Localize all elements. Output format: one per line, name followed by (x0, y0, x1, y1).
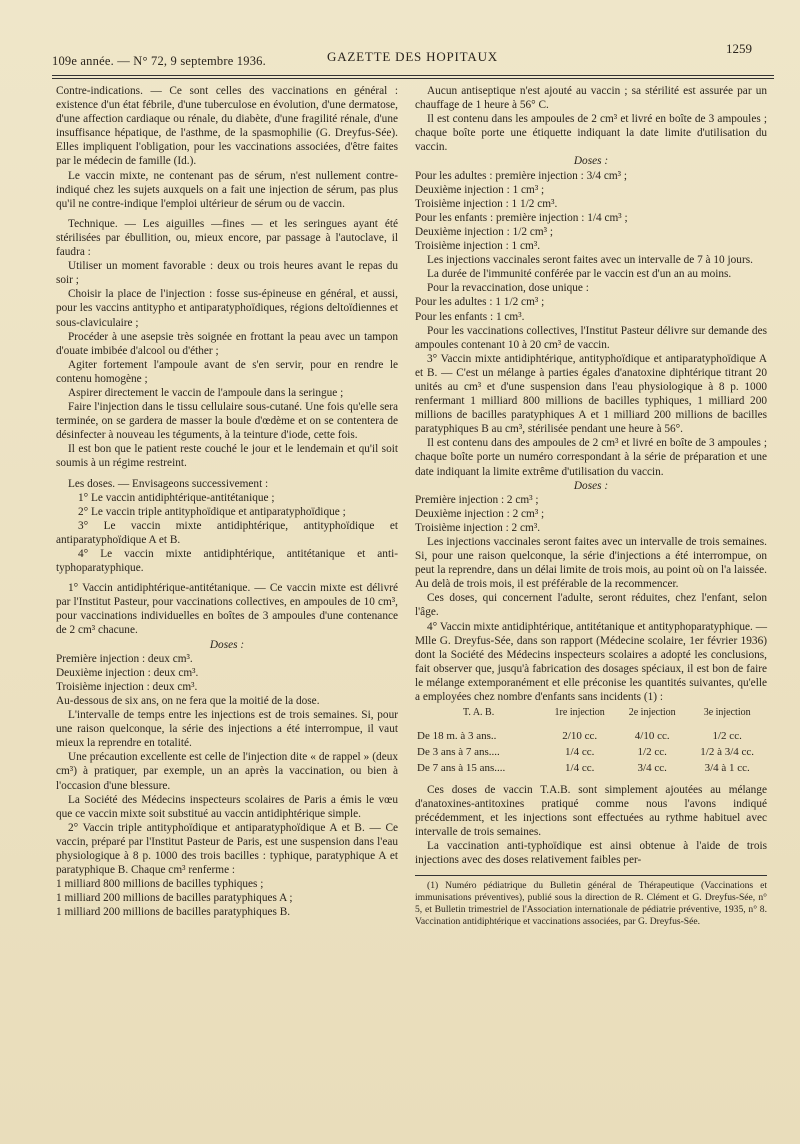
paragraph: Utiliser un moment favorable : deux ou trois heures avant le repas du soir ; (56, 260, 398, 287)
dose-line: Deuxième injection : 1 cm³ ; (415, 183, 545, 196)
table-cell: 3/4 cc. (637, 762, 667, 775)
table-row (415, 728, 767, 744)
paragraph: Les injections vaccinales seront faites avec un intervalle de 7 à 10 jours. (427, 254, 753, 267)
list-item: 1 milliard 200 millions de bacilles paratyphiques A ; (56, 892, 293, 905)
footnote-rule (415, 875, 767, 876)
list-item: 1 milliard 800 millions de bacilles typhiques ; (56, 878, 264, 891)
paragraph: Ces doses, qui concernent l'adulte, seront réduites, chez l'enfant, selon l'âge. (415, 592, 767, 619)
paragraph: 4° Vaccin mixte antidiphtérique, antitétanique et antityphoparatyphique. — Mlle G. Dreyfus-Sée, dans son rapport (Médecine scolaire, 1er février 1936) dont la Société des Médecins inspecteurs scolaires a adopté les conclusions, fait observer que, jusqu'à fabrication des dosages spéciaux, il est bon de faire le mélange extemporanément et elle préconise les quantités suivantes, qu'elle a employées chez nombre d'enfants sans incidents (1) : (415, 620, 767, 704)
dose-line: Troisième injection : 2 cm³. (415, 521, 541, 534)
dose-line: Deuxième injection : 1/2 cm³ ; (415, 225, 553, 238)
paragraph: Pour la revaccination, dose unique : (427, 282, 589, 295)
list-item: 1° Le vaccin antidiphtérique-antitétanique ; (78, 491, 275, 504)
table-cell: De 7 ans à 15 ans.... (417, 762, 506, 775)
paragraph: La vaccination anti-typhoïdique est ainsi obtenue à l'aide de trois injections avec des doses relativement faibles per- (415, 839, 767, 866)
dose-line: Pour les enfants : 1 cm³. (415, 310, 525, 323)
dose-table (415, 706, 767, 776)
doses-heading: Doses : (209, 638, 245, 651)
dose-line: Pour les enfants : première injection : 1/4 cm³ ; (415, 211, 628, 224)
left-column (56, 84, 398, 919)
dose-table-header-cell: T. A. B. (463, 707, 495, 719)
list-item: 2° Le vaccin triple antityphoïdique et antiparatyphoïdique ; (78, 505, 346, 518)
table-cell: 4/10 cc. (634, 730, 670, 743)
paragraph: L'intervalle de temps entre les injections est de trois semaines. Si, pour une raison quelconque, la série des injections a été interrompue, il vaut mieux la reprendre en totalité. (56, 709, 398, 750)
list-item: 1 milliard 200 millions de bacilles paratyphiques B. (56, 906, 291, 919)
dose-table-header-cell: 2e injection (628, 707, 676, 719)
paragraph: Choisir la place de l'injection : fosse sus-épineuse en général, et aussi, pour les vaccins antitypho et antiparatyphoïdiques, régions deltoïdiennes et sous-claviculaire ; (56, 288, 398, 329)
journal-title: GAZETTE DES HOPITAUX (327, 49, 498, 64)
paragraph: Pour les vaccinations collectives, l'Institut Pasteur délivre sur demande des ampoules contenant 10 à 20 cm³ de vaccin. (415, 324, 767, 351)
header-rule-double (52, 78, 774, 79)
dose-line: Deuxième injection : deux cm³. (56, 666, 199, 679)
dose-line: Troisième injection : deux cm³. (56, 680, 198, 693)
paragraph: Agiter fortement l'ampoule avant de s'en servir, pour en rendre le contenu homogène ; (56, 358, 398, 385)
paragraph: Ces doses de vaccin T.A.B. sont simplement ajoutées au mélange d'anatoxines-antitoxines pratiqué comme nous l'avons indiqué précédemment, et les injections sont effectuées au rythme habituel avec intervalle de trois semaines. (415, 783, 767, 838)
paragraph: 1° Vaccin antidiphtérique-antitétanique. — Ce vaccin mixte est délivré par l'Institut Pasteur, pour vaccinations collectives, en ampoules de 10 cm³, pour vaccinations individuelles en boîtes de 3 ampoules d'une contenance de 2 cm³ chacune. (56, 582, 398, 637)
table-row (415, 760, 767, 776)
right-column (415, 84, 767, 928)
table-cell: 3/4 à 1 cc. (704, 762, 750, 775)
footnote: (1) Numéro pédiatrique du Bulletin général de Thérapeutique (Vaccinations et immunisations préventives), publié sous la direction de R. Clément et G. Dreyfus-Sée, n° 5, et Bulletin trimestriel de l'Association internationale de pédiatrie préventive, 1935, n° 8. Vaccination antidiphtérique et vaccinations associées, par G. Dreyfus-Sée. (415, 880, 767, 928)
doses-heading: Doses : (573, 479, 609, 492)
table-cell: 1/2 à 3/4 cc. (700, 746, 755, 759)
table-cell: 1/4 cc. (565, 762, 595, 775)
list-item: 3° Le vaccin mixte antidiphtérique, antityphoïdique et antiparatyphoïdique A et B. (56, 519, 398, 546)
list-item: 4° Le vaccin mixte antidiphtérique, antitétanique et anti-typhoparatyphique. (56, 548, 398, 575)
table-cell: 2/10 cc. (562, 730, 598, 743)
paragraph-les-doses: Les doses. — Envisageons successivement : (68, 477, 269, 490)
doses-heading: Doses : (573, 155, 609, 168)
paragraph: Aucun antiseptique n'est ajouté au vaccin ; sa stérilité est assurée par un chauffage de 1 heure à 56° C. (415, 85, 767, 112)
paragraph: Il est contenu dans les ampoules de 2 cm³ et livré en boîte de 3 ampoules ; chaque boîte porte une étiquette indiquant la date limite d'utilisation du vaccin. (415, 113, 767, 154)
paragraph: La durée de l'immunité conférée par le vaccin est d'un an au moins. (427, 268, 732, 281)
paragraph: Le vaccin mixte, ne contenant pas de sérum, n'est nullement contre-indiqué chez les sujets auxquels on a fait une injection de sérum, pas plus qu'il ne contre-indique l'emploi ultérieur de sérum ou de vaccin. (56, 169, 398, 210)
paragraph: Au-dessous de six ans, on ne fera que la moitié de la dose. (56, 694, 320, 707)
page-number: 1259 (726, 41, 752, 56)
paragraph: 3° Vaccin mixte antidiphtérique, antityphoïdique et antiparatyphoïdique A et B. — C'est un mélange à parties égales d'anatoxine diphtérique titrant 20 unités au cm³ et d'une suspension dans l'eau physiologique à 8 p. 1000 renfermant 1 milliard 800 millions de bacilles typhiques, 1 milliard 200 millions de bacilles paratyphiques A et 1 milliard 200 millions de bacilles paratyphiques B au cm³, stérilisée pendant une heure à 56°. (415, 352, 767, 436)
paragraph: Une précaution excellente est celle de l'injection dite « de rappel » (deux cm³) à pratiquer, par exemple, un an après la vaccination, ou bien à l'occasion d'une blessure. (56, 751, 398, 792)
paragraph: Il est bon que le patient reste couché le jour et le lendemain et qu'il soit soumis à un régime restreint. (56, 443, 398, 470)
page-header (52, 40, 760, 68)
dose-line: Pour les adultes : première injection : 3/4 cm³ ; (415, 169, 628, 182)
table-cell: 1/4 cc. (565, 746, 595, 759)
table-cell: 1/2 cc. (712, 730, 742, 743)
dose-line: Première injection : 2 cm³ ; (415, 493, 539, 506)
paragraph: Il est contenu dans des ampoules de 2 cm³ et livré en boîte de 3 ampoules ; chaque boîte porte un numéro correspondant à la série de préparation et une date indiquant la limite extrême d'utilisation du vaccin. (415, 437, 767, 478)
table-cell: 1/2 cc. (637, 746, 667, 759)
dose-line: Pour les adultes : 1 1/2 cm³ ; (415, 296, 545, 309)
paragraph: Procéder à une asepsie très soignée en frottant la peau avec un tampon d'ouate imbibée d'alcool ou d'éther ; (56, 330, 398, 357)
dose-line: Première injection : deux cm³. (56, 652, 193, 665)
table-cell: De 18 m. à 3 ans.. (417, 730, 497, 743)
header-rule (52, 75, 774, 76)
dose-line: Troisième injection : 1 cm³. (415, 240, 541, 253)
dose-line: Troisième injection : 1 1/2 cm³. (415, 197, 558, 210)
dose-line: Deuxième injection : 2 cm³ ; (415, 507, 545, 520)
paragraph: La Société des Médecins inspecteurs scolaires de Paris a émis le vœu que ce vaccin mixte soit substitué au vaccin antidiphtérique simple. (56, 793, 398, 820)
table-cell: De 3 ans à 7 ans.... (417, 746, 500, 759)
table-row (415, 744, 767, 760)
paragraph-technique: Technique. — Les aiguilles —fines — et les seringues ayant été stérilisées par ébullition, ou, mieux encore, par passage à l'autoclave, il faudra : (56, 217, 398, 259)
issue-info: 109e année. — N° 72, 9 septembre 1936. (52, 54, 266, 68)
paragraph-contre-indications: Contre-indications. — Ce sont celles des vaccinations en général : existence d'un état fébrile, d'une tuberculose en évolution, d'une dermatose, d'une affection cardiaque ou rénale, du diabète, d'une fragilité rénale, d'une insuffisance hépatique, de l'asthme, de la spasmophilie (G. Dreyfus-Sée). Elles impliquent l'obligation, pour les vaccinations associées, d'être faites par le médecin de famille (Id.). (56, 85, 398, 168)
paragraph: Faire l'injection dans le tissu cellulaire sous-cutané. Une fois qu'elle sera terminée, on se gardera de masser la boule d'œdème et on se contentera de désinfecter à nouveau les téguments, à la teinture d'iode, cette fois. (56, 401, 398, 442)
dose-table-header-cell: 1re injection (554, 707, 605, 719)
paragraph: Aspirer directement le vaccin de l'ampoule dans la seringue ; (68, 386, 344, 399)
dose-table-header-cell: 3e injection (703, 707, 751, 719)
paragraph: 2° Vaccin triple antityphoïdique et antiparatyphoïdique A et B. — Ce vaccin, préparé par l'Institut Pasteur de Paris, est une suspension dans l'eau physiologique à 8 p. 1000 des trois bacilles : typhique, paratyphique A et paratyphique B. Chaque cm³ renferme : (56, 821, 398, 877)
dose-table-header (415, 706, 767, 728)
paragraph: Les injections vaccinales seront faites avec un intervalle de trois semaines. Si, pour une raison quelconque, la série d'injections a été interrompue, on peut la reprendre, dans un délai limite de trois mois, au point où on l'a laissée. Au delà de trois mois, il est préférable de la recommencer. (415, 536, 767, 591)
